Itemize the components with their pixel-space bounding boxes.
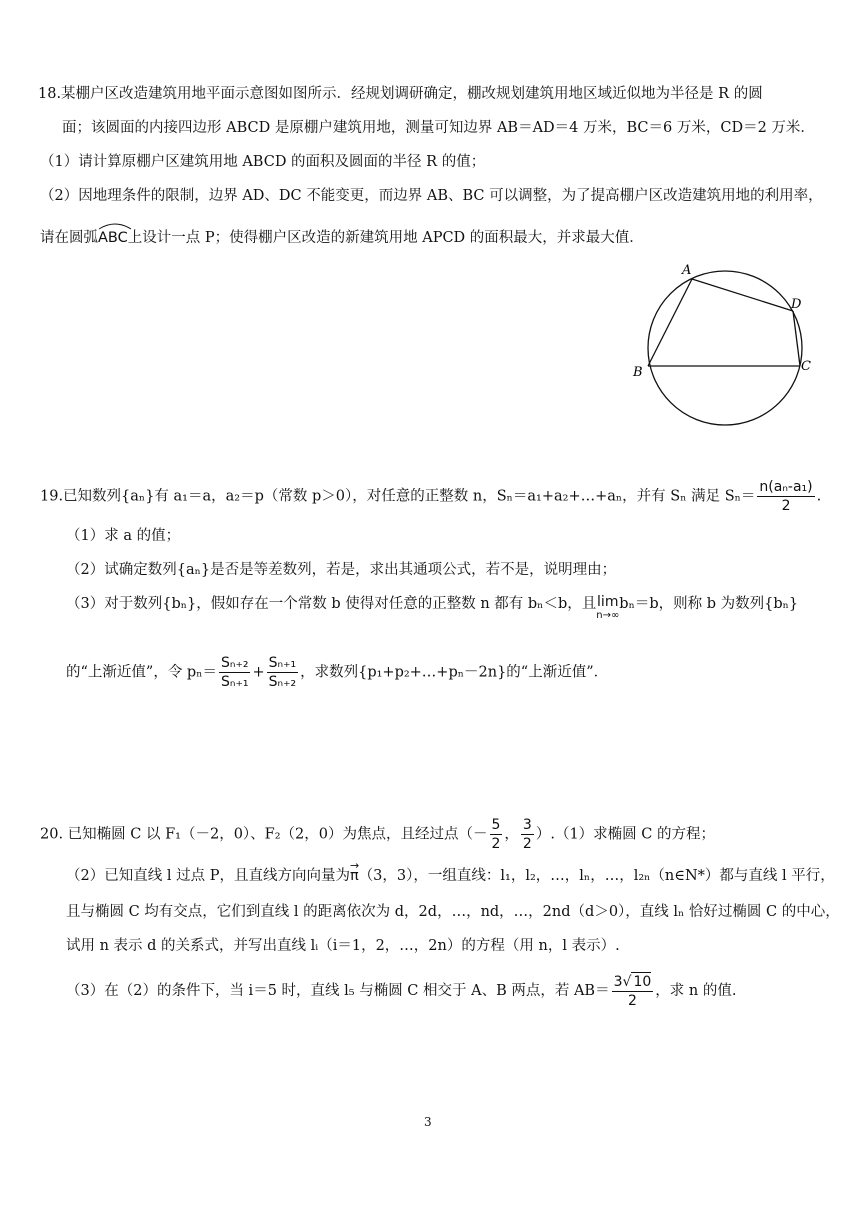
q20-part2-line3: 试用 n 表示 d 的关系式，并写出直线 lᵢ（i＝1，2，…，2n）的方程（用 n，l 表示）. [66, 938, 620, 954]
q20-line1: 20. 已知椭圆 C 以 F₁（－2，0）、F₂（2，0）为焦点，且经过点（－ $\frac{5}{2}$ ， $\frac{3}{2}$ ）.（1）求椭圆 C 的方程； [40, 817, 715, 852]
label-b: B [633, 365, 643, 380]
q20-part2-line1 [66, 859, 835, 886]
q18-line2: 面；该圆面的内接四边形 ABCD 是原棚户建筑用地，测量可知边界 AB＝AD＝4 万米，BC＝6 万米，CD＝2 万米． [62, 120, 815, 136]
q20-part3-pre: （3）在（2）的条件下，当 i＝5 时，直线 l₅ 与椭圆 C 相交于 A、B 两点，若 AB＝ [66, 983, 610, 999]
page-number: 3 [424, 1115, 432, 1129]
q20-part3-post: ，求 n 的值. [655, 983, 737, 999]
q20-frac-sqrt: $\frac{3√ 10}{2}$ [613, 974, 652, 1009]
q18-line5-post: 上设计一点 P；使得棚户区改造的新建筑用地 APCD 的面积最大，并求最大值． [127, 230, 644, 246]
limit-symbol: lim n→∞ [596, 594, 620, 621]
vector-arrow-icon: → [349, 859, 360, 872]
q19-line1-pre: 19.已知数列{aₙ}有 a₁＝a，a₂＝p（常数 p＞0），对任意的正整数 n，Sₙ＝a₁+a₂+…+aₙ，并有 Sₙ 满足 Sₙ＝ [40, 488, 756, 505]
q19-frac-num: n(aₙ-a₁) [759, 479, 813, 495]
q20-part2-post: （3，3），一组直线：l₁，l₂，…，lₙ，…，l₂ₙ（n∈N*）都与直线 l 平行， [358, 868, 835, 884]
q20-part3 [66, 972, 736, 1010]
q19-line5-post: ，求数列{p₁+p₂+…+pₙ－2n}的“上渐近值”． [300, 664, 609, 681]
q19-frac-1: $\frac{\text{Sₙ₊₂}}{\text{Sₙ₊₁}}$ [221, 655, 249, 690]
arc-overline-icon [98, 222, 132, 230]
q19-line5 [66, 654, 608, 691]
q20-line1-post: ）.（1）求椭圆 C 的方程； [535, 826, 715, 843]
q19-part1: （1）求 a 的值； [66, 528, 181, 544]
q19-frac-den: 2 [781, 498, 791, 514]
q18-part2: （2）因地理条件的限制，边界 AD、DC 不能变更，而边界 AB、BC 可以调整，为了提高棚户区改造建筑用地的利用率， [40, 188, 823, 204]
q20-frac-2: $\frac{3}{2}$ [522, 817, 532, 852]
q19-part3-pre: （3）对于数列{bₙ}，假如存在一个常数 b 使得对任意的正整数 n 都有 bₙ＜b，且 [66, 596, 597, 612]
q19-line1-post: . [816, 488, 822, 505]
q19-line5-pre: 的“上渐近值”，令 pₙ＝ [66, 664, 217, 681]
q18-line5-pre: 请在圆弧 [40, 230, 98, 246]
q19-line1 [40, 478, 821, 515]
q19-fraction [757, 478, 814, 515]
circle [648, 271, 802, 425]
label-a: A [682, 263, 692, 278]
q20-part2-pre: （2）已知直线 l 过点 P，且直线方向向量为 [66, 868, 350, 884]
q20-part2-line2: 且与椭圆 C 均有交点，它们到直线 l 的距离依次为 d，2d，…，nd，…，2nd（d＞0），直线 lₙ 恰好过椭圆 C 的中心， [66, 904, 840, 920]
label-d: D [791, 297, 802, 312]
edge-ab [648, 279, 692, 366]
q18-line1: 18.某棚户区改造建筑用地平面示意图如图所示．经规划调研确定，棚改规划建筑用地区域近似地为半径是 R 的圆 [38, 86, 763, 102]
label-c: C [801, 359, 811, 374]
circle-quadrilateral-figure [630, 256, 830, 436]
edge-ad [692, 279, 793, 311]
direction-vector: → π [350, 866, 359, 886]
q20-line1-pre: 20. 已知椭圆 C 以 F₁（－2，0）、F₂（2，0）为焦点，且经过点（－ [40, 826, 488, 843]
q18-part1: （1）请计算原棚户区建筑用地 ABCD 的面积及圆面的半径 R 的值； [40, 154, 486, 170]
q19-frac-2: $\frac{\text{Sₙ₊₁}}{\text{Sₙ₊₂}}$ [268, 655, 297, 690]
q20-frac-1: $\frac{5}{2}$ [491, 817, 501, 852]
q19-part3-post: bₙ＝b，则称 b 为数列{bₙ} [619, 596, 799, 612]
q19-part3 [66, 594, 798, 623]
q19-part2: （2）试确定数列{aₙ}是否是等差数列，若是，求出其通项公式，若不是，说明理由； [66, 562, 617, 578]
q18-line5 [40, 228, 644, 248]
plus-sign: + [252, 664, 265, 681]
arc-abc: ABC [98, 228, 128, 248]
